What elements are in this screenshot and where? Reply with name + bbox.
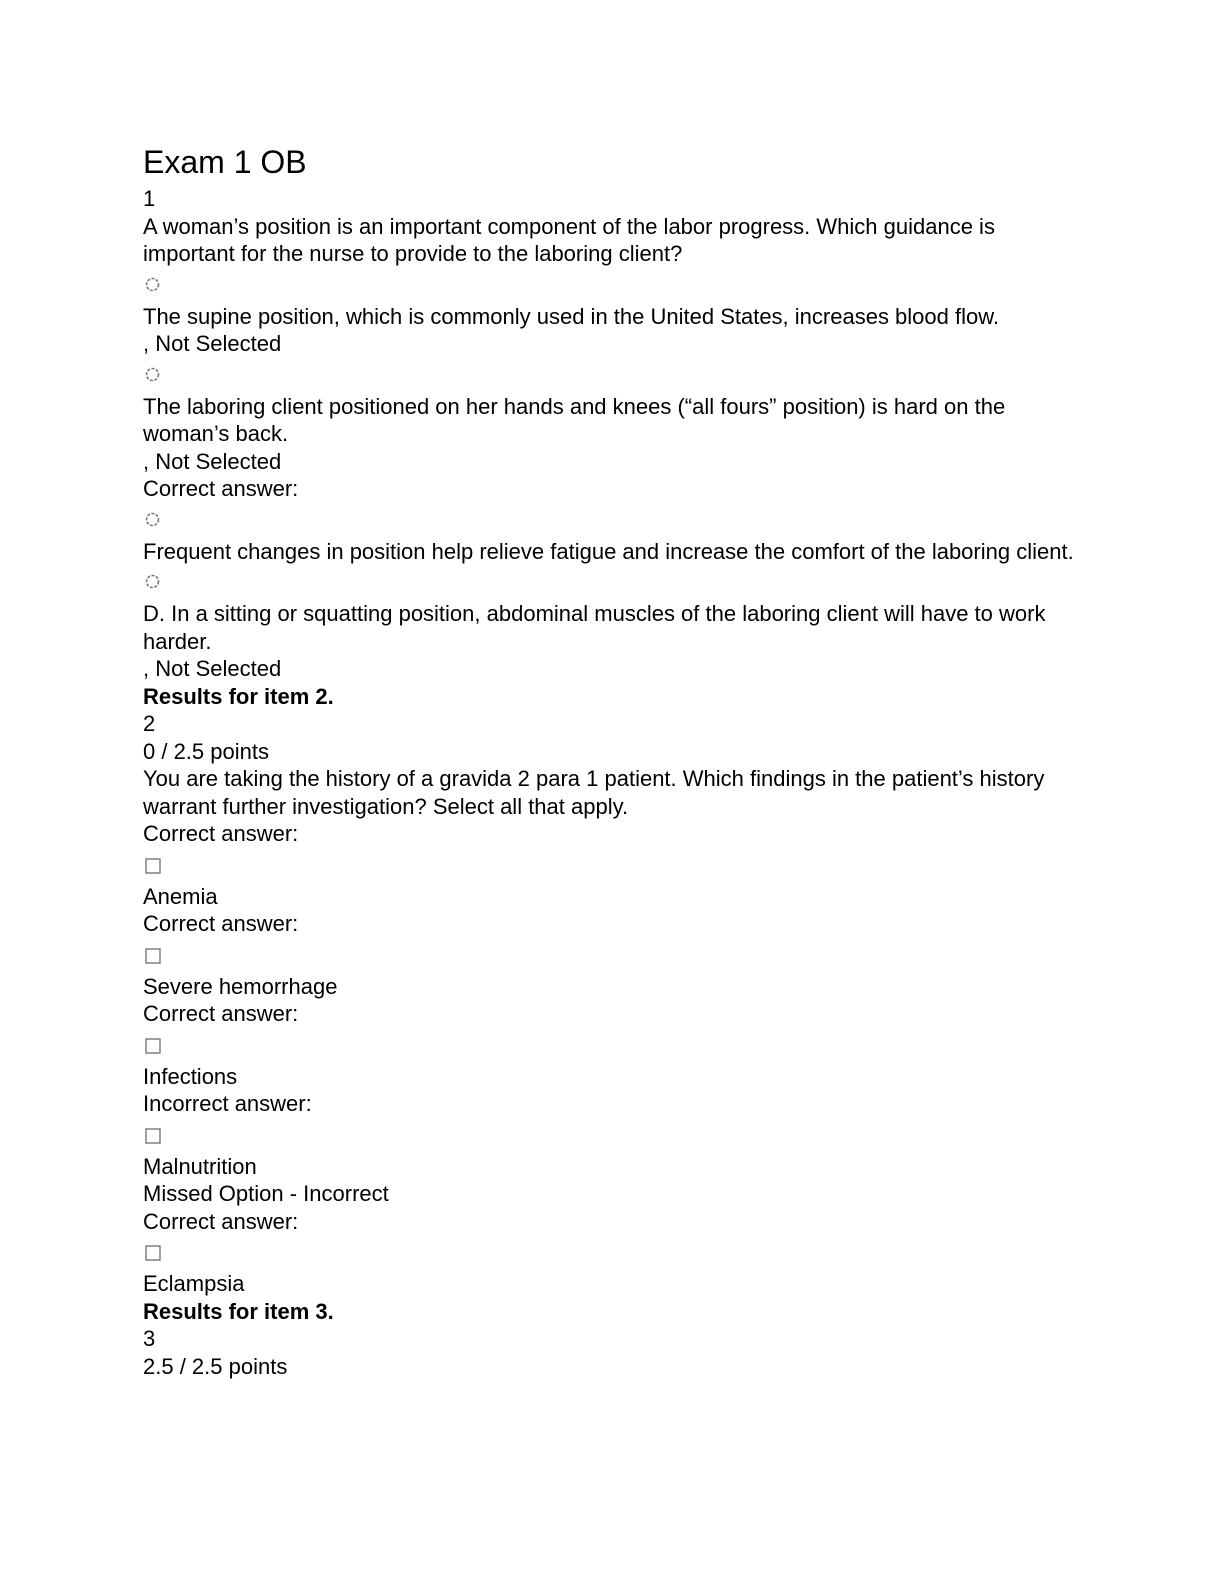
radio-button[interactable]	[143, 268, 1083, 303]
checkbox[interactable]	[143, 1118, 1083, 1153]
radio-button[interactable]	[143, 565, 1083, 600]
radio-icon	[145, 367, 160, 382]
checkbox-icon	[145, 948, 161, 964]
radio-button[interactable]	[143, 358, 1083, 393]
answer-option	[143, 820, 1083, 910]
answer-label: Correct answer:	[143, 911, 299, 936]
answer-label: Correct answer:	[143, 821, 299, 846]
question-text: You are taking the history of a gravida 2 para 1 patient. Which findings in the patient’s history warrant further investigation? Select all that apply.	[143, 766, 1045, 819]
answer-option	[143, 1090, 1083, 1208]
document-page	[143, 143, 1083, 1380]
item-number: 1	[143, 186, 156, 211]
checkbox[interactable]	[143, 1235, 1083, 1270]
results-heading: Results for item 2.	[143, 683, 334, 709]
selection-status: , Not Selected	[143, 448, 282, 474]
option-text: The supine position, which is commonly used in the United States, increases blood flow.	[143, 303, 1000, 329]
checkbox[interactable]	[143, 938, 1083, 973]
selection-status: Missed Option - Incorrect	[143, 1181, 389, 1206]
radio-icon	[145, 574, 160, 589]
option-text: Severe hemorrhage	[143, 973, 338, 999]
option-text: Eclampsia	[143, 1271, 245, 1296]
answer-option	[143, 565, 1083, 683]
option-text: Infections	[143, 1063, 238, 1089]
question-text: A woman’s position is an important component of the labor progress. Which guidance is important for the nurse to provide to the laboring client?	[143, 213, 995, 266]
checkbox[interactable]	[143, 848, 1083, 883]
checkbox-icon	[145, 1038, 161, 1054]
checkbox-icon	[145, 1128, 161, 1144]
radio-icon	[145, 512, 160, 527]
option-text: The laboring client positioned on her hands and knees (“all fours” position) is hard on the woman’s back.	[143, 393, 1006, 446]
answer-label: Correct answer:	[143, 1208, 299, 1234]
item-number: 2	[143, 711, 156, 736]
option-text: Anemia	[143, 883, 218, 909]
item-points: 0 / 2.5 points	[143, 738, 269, 764]
answer-label: Incorrect answer:	[143, 1091, 312, 1116]
answer-option	[143, 1208, 1083, 1298]
selection-status: , Not Selected	[143, 331, 282, 356]
answer-option	[143, 268, 1083, 358]
selection-status: , Not Selected	[143, 656, 282, 681]
item-number: 3	[143, 1326, 156, 1351]
answer-option	[143, 475, 1083, 565]
answer-option	[143, 910, 1083, 1000]
checkbox[interactable]	[143, 1028, 1083, 1063]
answer-option	[143, 358, 1083, 476]
option-text: Malnutrition	[143, 1153, 257, 1179]
radio-icon	[145, 277, 160, 292]
page-title: Exam 1 OB	[143, 144, 307, 180]
option-text: D. In a sitting or squatting position, abdominal muscles of the laboring client will have to work harder.	[143, 601, 1046, 654]
radio-button[interactable]	[143, 503, 1083, 538]
item-points: 2.5 / 2.5 points	[143, 1353, 288, 1379]
checkbox-icon	[145, 858, 161, 874]
answer-option	[143, 1000, 1083, 1090]
option-text: Frequent changes in position help relieve fatigue and increase the comfort of the laboring client.	[143, 538, 1074, 564]
checkbox-icon	[145, 1245, 161, 1261]
results-heading: Results for item 3.	[143, 1298, 334, 1324]
answer-label: Correct answer:	[143, 476, 299, 501]
answer-label: Correct answer:	[143, 1001, 299, 1026]
